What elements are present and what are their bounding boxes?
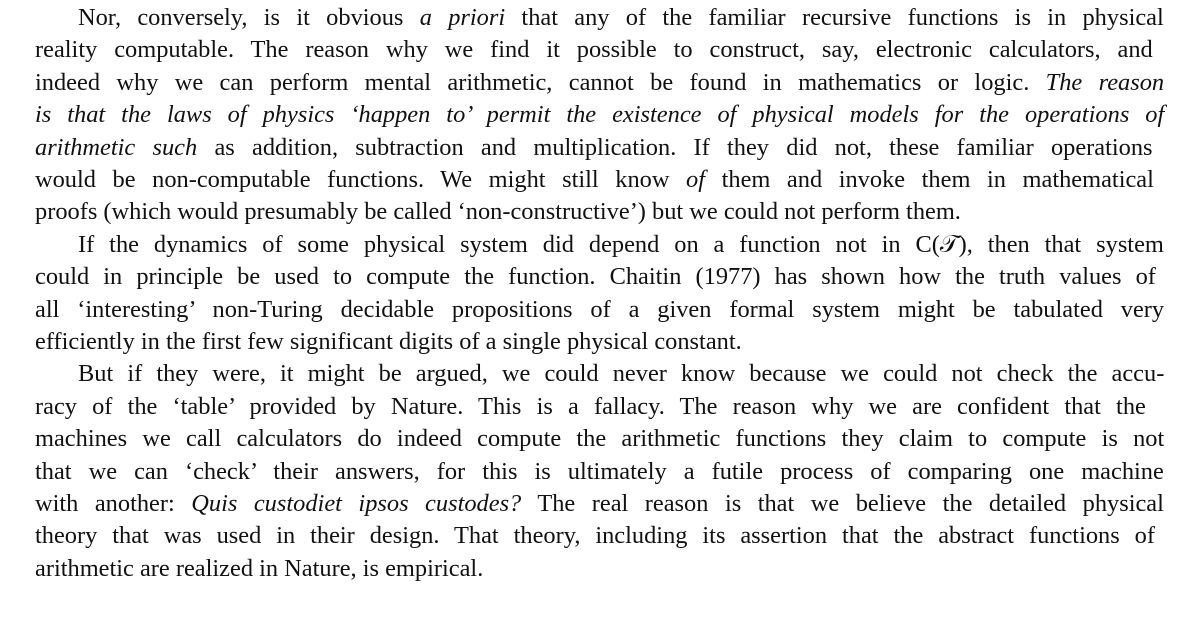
text-line — [35, 456, 1164, 488]
text-run: as addition, subtraction and multiplication. If they did not, these familiar operations — [197, 133, 1153, 161]
italic-text: a priori — [419, 4, 506, 31]
text-line — [35, 326, 742, 358]
text-run: theory that was used in their design. That theory, including its assertion that the abstract functions of — [35, 522, 1155, 550]
text-run: machines we call calculators do indeed compute the arithmetic functions they claim to compute is not — [35, 425, 1165, 453]
text-run: arithmetic are realized in Nature, is empirical. — [35, 554, 484, 582]
text-line — [35, 164, 1154, 196]
text-line — [78, 2, 1164, 34]
text-run: could in principle be used to compute the function. Chaitin (1977) has shown how the truth values of — [35, 263, 1156, 291]
text-line — [35, 99, 1164, 131]
text-line — [35, 423, 1164, 455]
text-run: racy of the ‘table’ provided by Nature. This is a fallacy. The reason why we are confident that the — [35, 392, 1146, 420]
text-run: reality computable. The reason why we find it possible to construct, say, electronic calculators, and — [35, 36, 1153, 64]
text-line — [35, 261, 1156, 293]
text-run: 𝒯 — [939, 230, 959, 258]
text-run: But if they were, it might be argued, we could never know because we could not check the accu- — [78, 360, 1165, 388]
text-run: all ‘interesting’ non-Turing decidable propositions of a given formal system might be tabulated very — [35, 295, 1165, 323]
text-line — [78, 229, 1164, 261]
text-run: that any of the familiar recursive functions is in physical — [505, 4, 1164, 31]
text-run: efficiently in the first few significant digits of a single physical constant. — [35, 328, 742, 355]
text-run: indeed why we can perform mental arithmetic, cannot be found in mathematics or logic. — [35, 68, 1046, 96]
italic-text: of — [686, 166, 706, 193]
text-line — [35, 196, 961, 228]
text-run: The real reason is that we believe the detailed physical — [521, 490, 1164, 517]
italic-text: The reason — [1045, 68, 1165, 96]
text-line — [35, 520, 1155, 552]
text-line — [35, 553, 483, 585]
italic-text: Quis custodiet ipsos custodes? — [191, 490, 522, 517]
text-run: Nor, conversely, is it obvious — [78, 4, 420, 31]
text-run: with another: — [35, 490, 192, 517]
text-run: If the dynamics of some physical system did depend on a function not in C( — [78, 230, 940, 258]
text-run: proofs (which would presumably be called ‘non-constructive’) but we could not perform them. — [35, 198, 961, 226]
text-line — [78, 358, 1164, 390]
text-run: would be non-computable functions. We might still know — [35, 166, 687, 193]
text-line — [35, 132, 1153, 164]
text-line — [35, 391, 1146, 423]
text-line — [35, 488, 1164, 520]
text-line — [35, 34, 1153, 66]
text-run: that we can ‘check’ their answers, for this is ultimately a futile process of comparing one machine — [35, 457, 1164, 485]
italic-text: is that the laws of physics ‘happen to’ permit the existence of physical models for the operations of — [35, 101, 1165, 129]
text-run: them and invoke them in mathematical — [705, 166, 1154, 193]
text-line — [35, 294, 1164, 326]
text-run: ), then that system — [958, 230, 1164, 258]
text-line — [35, 67, 1164, 99]
italic-text: arithmetic such — [35, 133, 198, 161]
